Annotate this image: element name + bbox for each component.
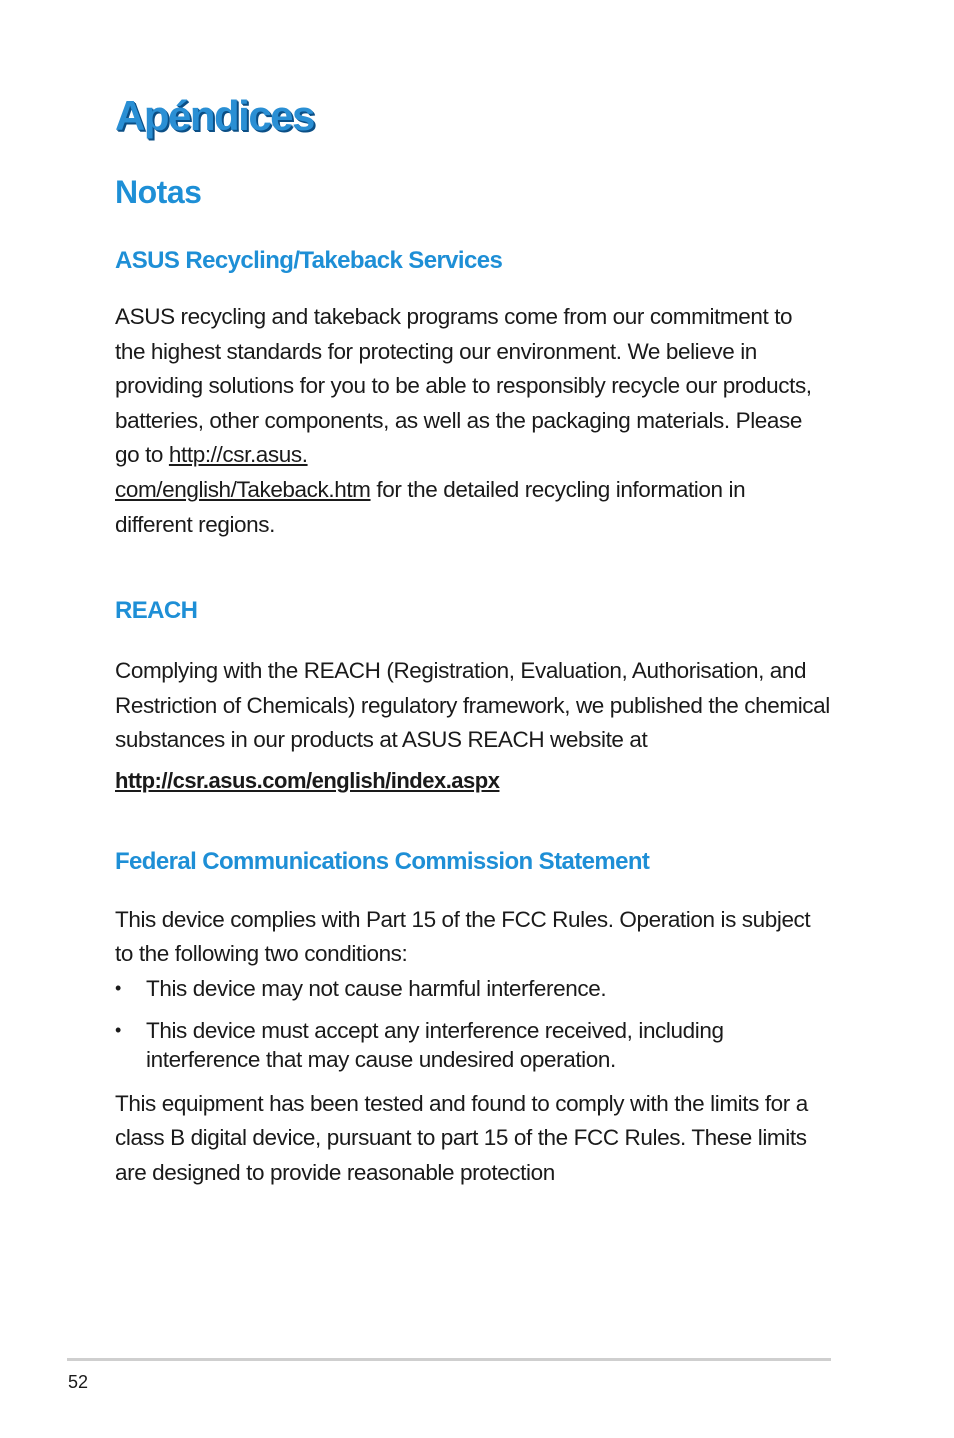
- bullet-icon: •: [115, 1019, 121, 1040]
- fcc-closing-paragraph: This equipment has been tested and found to comply with the limits for a class B digital device, pursuant to part 15 of the FCC Rules. These limits are designed to provide reasonable protection: [115, 1090, 808, 1185]
- bullet-icon: •: [115, 977, 121, 998]
- reach-heading: REACH: [115, 597, 198, 625]
- recycling-paragraph: [115, 300, 827, 542]
- page-number: 52: [68, 1372, 89, 1392]
- reach-website-link[interactable]: http://csr.asus.com/english/index.aspx: [115, 767, 500, 793]
- recycling-text-after: for the detailed recycling information in different regions.: [115, 476, 746, 537]
- list-item: [115, 1016, 835, 1074]
- reach-link-line: [115, 764, 835, 799]
- chapter-title: Apéndices: [115, 92, 314, 139]
- takeback-link-part1[interactable]: http://csr.asus.: [168, 442, 308, 468]
- fcc-intro: This device complies with Part 15 of the FCC Rules. Operation is subject to the following two conditions:: [115, 906, 811, 967]
- section-title: Notas: [115, 174, 202, 210]
- page-content: [115, 88, 835, 1191]
- fcc-conditions-list: [115, 974, 835, 1074]
- reach-paragraph: Complying with the REACH (Registration, Evaluation, Authorisation, and Restriction of Chemicals) regulatory framework, we published the chemical substances in our products at ASUS REACH website at: [115, 658, 830, 753]
- takeback-link-part2[interactable]: com/english/Takeback.htm: [115, 476, 371, 502]
- fcc-heading: Federal Communications Commission Statement: [115, 847, 650, 875]
- list-item-text: This device must accept any interference received, including interference that may cause undesired operation.: [146, 1017, 724, 1072]
- recycling-heading: ASUS Recycling/Takeback Services: [115, 247, 503, 274]
- list-item: [115, 974, 835, 1003]
- footer-divider: [67, 1358, 831, 1361]
- list-item-text: This device may not cause harmful interference.: [146, 975, 607, 1001]
- recycling-text: ASUS recycling and takeback programs come from our commitment to the highest standards for protecting our environment. We believe in providing solutions for you to be able to responsibly recycle our products, batteries, other components, as well as the packaging materials. Please go to: [115, 304, 812, 468]
